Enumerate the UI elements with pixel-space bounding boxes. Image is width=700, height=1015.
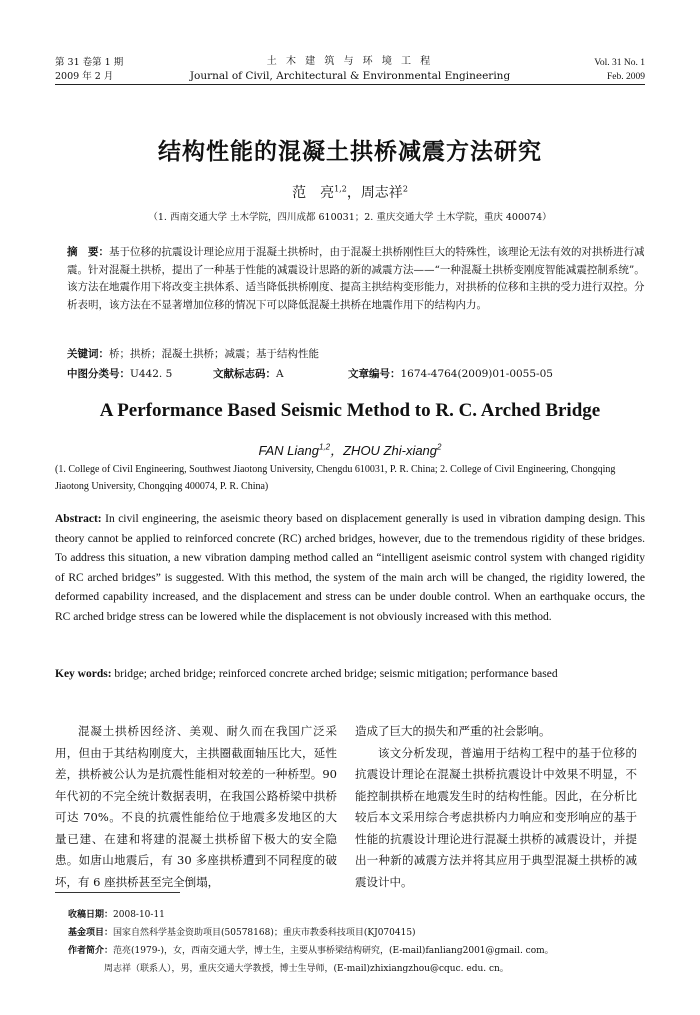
author-2-en: ZHOU Zhi-xiang bbox=[343, 443, 438, 458]
author-2-cn: 周志祥 bbox=[360, 185, 403, 201]
abstract-en-text: In civil engineering, the aseismic theory based on displacement generally is used in vibration damping design. This theory cannot be applied to reinforced concrete (RC) arched bridges, however, due to the tremendous rigidity of these bridges. To address this situation, a new vibration damping method called an “intelligent aseismic control system with changed rigidity of RC arched bridges” is suggested. With this method, the system of the main arch will be changed, the rigidity lowered, the deformed capability increased, and the displacement and stress can be under double control. When an earthquake occurs, the RC arched bridge stress can be lowered while the displacement is not obviously increased with this method. bbox=[55, 513, 645, 623]
authors-cn bbox=[0, 182, 700, 202]
footnote-divider bbox=[55, 892, 180, 893]
keywords-en-label: Key words: bbox=[55, 668, 112, 680]
article-number bbox=[348, 366, 553, 381]
footnote-fund bbox=[68, 924, 648, 942]
keywords-en bbox=[55, 665, 645, 684]
doc-code-label: 文献标志码： bbox=[213, 368, 276, 380]
paper-title-en: A Performance Based Seismic Method to R. C. Arched Bridge bbox=[99, 400, 601, 421]
received-label: 收稿日期： bbox=[68, 910, 114, 920]
author-1-en-affil-sup: 1,2 bbox=[318, 442, 331, 452]
issue-date-cn: 2009 年 2 月 bbox=[55, 71, 114, 82]
body-paragraph: 混凝土拱桥因经济、美观、耐久而在我国广泛采用，但由于其结构刚度大，主拱圈截面轴压比大，延性差，拱桥被公认为是抗震性能相对较差的一种桥型。90 年代初的不完全统计数据表明，在我国公路桥梁中拱桥可达 70%。不良的抗震性能给位于地震多发地区的大量已建、在建和将建的混凝土拱桥留下极大的安全隐患。如唐山地震后，有 30 多座拱桥遭到不同程度的破坏，有 6 座拱桥甚至完全倒塌， bbox=[55, 724, 337, 889]
keywords-cn-label: 关键词： bbox=[67, 348, 109, 360]
classification-row bbox=[67, 366, 645, 381]
page-header bbox=[55, 50, 645, 85]
affiliations-en: (1. College of Civil Engineering, Southwest Jiaotong University, Chengdu 610031, P. R. China; 2. College of Civil Engineering, Chongqing Jiaotong University, Chongqing 400074, P. R. China) bbox=[55, 464, 616, 492]
body-column-left bbox=[55, 721, 337, 893]
footnotes bbox=[68, 906, 648, 978]
abstract-cn bbox=[67, 244, 645, 314]
keywords-en-text: bridge; arched bridge; reinforced concrete arched bridge; seismic mitigation; performance based bbox=[111, 668, 558, 680]
author-1-affil-sup: 1,2 bbox=[334, 184, 347, 194]
abstract-cn-text: 基于位移的抗震设计理论应用于混凝土拱桥时，由于混凝土拱桥刚性巨大的特殊性，该理论无法有效的对拱桥进行减震。针对混凝土拱桥，提出了一种基于性能的减震设计思路的新的减震方法——“一种混凝土拱桥变刚度智能减震控制系统”。该方法在地震作用下将改变主拱体系、适当降低拱桥刚度、提高主拱结构变形能力，对拱桥的位移和主拱的受力进行双控。分析表明，该方法在不显著增加位移的情况下可以降低混凝土拱桥在地震作用下的结构内力。 bbox=[67, 246, 645, 311]
author-separator: ， bbox=[346, 185, 361, 201]
author-2-affil-sup: 2 bbox=[402, 184, 408, 194]
doc-code bbox=[213, 366, 348, 381]
affiliations-cn: （1. 西南交通大学 土木学院，四川成都 610031；2. 重庆交通大学 土木学院，重庆 400074） bbox=[148, 212, 552, 223]
author-en-separator: ， bbox=[330, 443, 344, 458]
fund-text: 国家自然科学基金资助项目(50578168)；重庆市教委科技项目(KJ070415) bbox=[113, 928, 416, 938]
journal-name-cn: 土 木 建 筑 与 环 境 工 程 bbox=[266, 56, 434, 67]
author-bio-label: 作者简介： bbox=[68, 946, 114, 956]
volume-issue-en: Vol. 31 No. 1 bbox=[594, 58, 645, 68]
volume-issue-cn: 第 31 卷第 1 期 bbox=[55, 57, 124, 68]
issue-date-en: Feb. 2009 bbox=[607, 72, 645, 82]
body-paragraph: 造成了巨大的损失和严重的社会影响。 bbox=[355, 724, 551, 738]
fund-label: 基金项目： bbox=[68, 928, 114, 938]
doc-code-value: A bbox=[276, 368, 284, 380]
body-paragraph: 该文分析发现，普遍用于结构工程中的基于位移的抗震设计理论在混凝土拱桥抗震设计中效果不明显，不能控制拱桥在地震发生时的结构性能。因此，在分析比较后本文采用综合考虑拱桥内力响应和变形响应的基于性能的抗震设计理论进行混凝土拱桥的减震设计，并提出一种新的减震方法并将其应用于典型混凝土拱桥的减震设计中。 bbox=[355, 745, 637, 889]
author-1-cn: 范 亮 bbox=[292, 185, 335, 201]
author-2-en-affil-sup: 2 bbox=[437, 442, 442, 452]
authors-en bbox=[0, 440, 700, 459]
abstract-en-label: Abstract: bbox=[55, 513, 102, 525]
journal-name-en: Journal of Civil, Architectural & Environmental Engineering bbox=[189, 70, 511, 82]
footnote-author-2: 周志祥（联系人），男，重庆交通大学教授，博士生导师，(E-mail)zhixiangzhou@cquc. edu. cn。 bbox=[104, 964, 509, 974]
abstract-cn-label: 摘 要： bbox=[67, 246, 109, 258]
author-bio-1: 范亮(1979-)，女，西南交通大学，博士生，主要从事桥梁结构研究，(E-mail)fanliang2001@gmail. com。 bbox=[113, 946, 554, 956]
article-number-value: 1674-4764(2009)01-0055-05 bbox=[400, 368, 553, 380]
clc-number bbox=[67, 366, 213, 381]
header-volume-en bbox=[594, 56, 645, 84]
footnote-author bbox=[68, 942, 648, 960]
header-journal bbox=[55, 54, 645, 84]
clc-label: 中图分类号： bbox=[67, 368, 130, 380]
keywords-cn bbox=[67, 346, 645, 361]
received-date: 2008-10-11 bbox=[113, 910, 165, 920]
author-1-en: FAN Liang bbox=[258, 443, 319, 458]
keywords-cn-text: 桥；拱桥；混凝土拱桥；减震；基于结构性能 bbox=[109, 348, 319, 360]
body-column-right bbox=[355, 721, 637, 893]
footnote-received bbox=[68, 906, 648, 924]
clc-value: U442. 5 bbox=[130, 368, 173, 380]
abstract-en bbox=[55, 510, 645, 628]
article-number-label: 文章编号： bbox=[348, 368, 401, 380]
paper-title-cn: 结构性能的混凝土拱桥减震方法研究 bbox=[158, 138, 542, 165]
